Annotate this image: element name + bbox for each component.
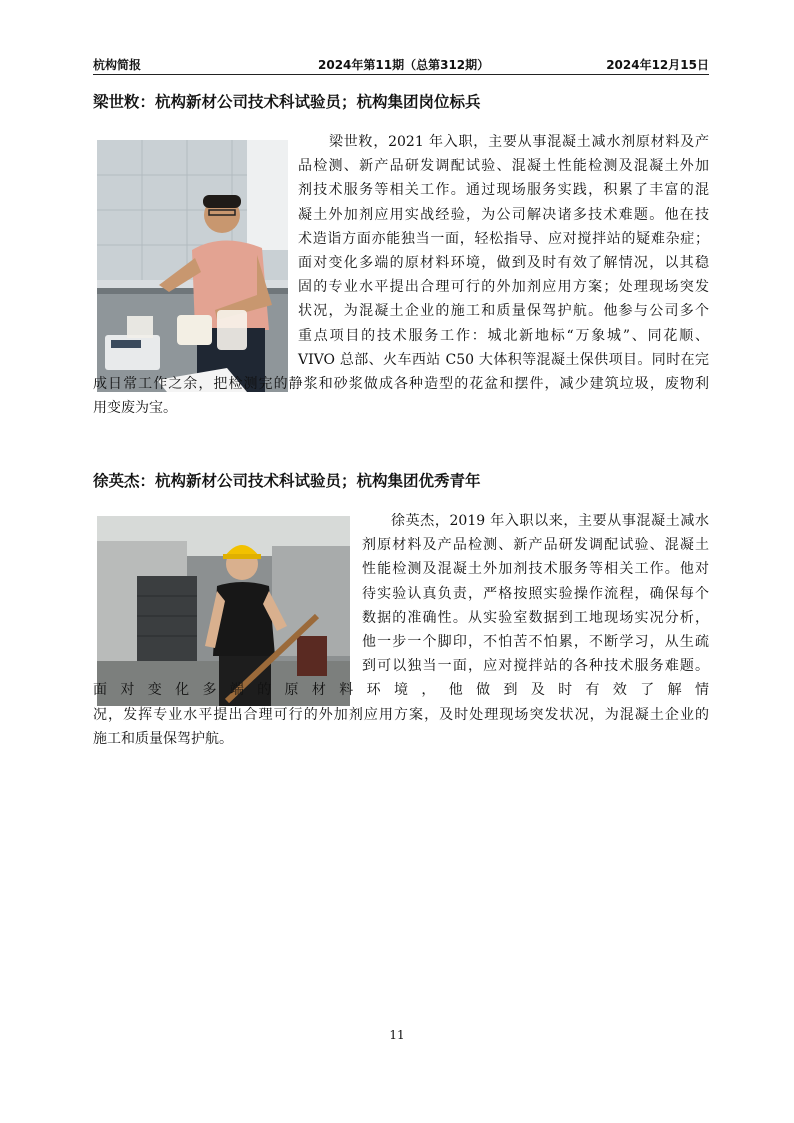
profile-2-line: 他一步一个脚印，不怕苦不怕累，不断学习，从生疏 xyxy=(362,633,709,650)
profile-2-line: 况，发挥专业水平提出合理可行的外加剂应用方案，及时处理现场突发状况，为混凝土企业的 xyxy=(93,706,709,723)
page-number: 11 xyxy=(389,1028,405,1042)
header-date: 2024年12月15日 xyxy=(606,58,709,72)
profile-title-1: 梁世敉：杭构新材公司技术科试验员；杭构集团岗位标兵 xyxy=(93,93,481,111)
profile-1-line: 面对变化多端的原材料环境，做到及时有效了解情况，以其稳 xyxy=(298,254,709,271)
profile-2-line: 数据的准确性。从实验室数据到工地现场实况分析， xyxy=(362,609,709,626)
profile-1-line: VIVO 总部、火车西站 C50 大体积等混凝土保供项目。同时在完 xyxy=(298,351,709,368)
profile-2-line: 到可以独当一面，应对搅拌站的各种技术服务难题。 xyxy=(362,658,709,675)
profile-1-line: 成日常工作之余，把检测完的静浆和砂浆做成各种造型的花盆和摆件，减少建筑垃圾，废物利 xyxy=(93,375,709,392)
profile-2-line: 施工和质量保驾护航。 xyxy=(93,730,233,747)
profile-text-2 xyxy=(93,509,709,751)
profile-1-line: 固的专业水平提出合理可行的外加剂应用方案；处理现场突发 xyxy=(298,279,709,296)
profile-2-line: 剂原材料及产品检测、新产品研发调配试验、混凝土 xyxy=(362,537,709,554)
profile-1-line: 品检测、新产品研发调配试验、混凝土性能检测及混凝土外加 xyxy=(298,158,709,175)
profile-1-line: 梁世敉，2021 年入职，主要从事混凝土减水剂原材料及产 xyxy=(329,134,709,150)
profile-2-line: 徐英杰，2019 年入职以来，主要从事混凝土减水 xyxy=(391,513,709,529)
profile-1-line: 状况，为混凝土企业的施工和质量保驾护航。他参与公司多个 xyxy=(298,303,709,320)
profile-1-line: 剂技术服务等相关工作。通过现场服务实践，积累了丰富的混 xyxy=(298,182,709,199)
header-publication: 杭构简报 xyxy=(93,58,142,72)
profile-1-line: 术造诣方面亦能独当一面，轻松指导、应对搅拌站的疑难杂症； xyxy=(298,230,709,247)
profile-text-1 xyxy=(93,130,709,420)
profile-2-line: 性能检测及混凝土外加剂技术服务等相关工作。他对 xyxy=(362,561,709,578)
profile-2-line: 待实验认真负责，严格按照实验操作流程，确保每个 xyxy=(362,585,709,602)
page-header xyxy=(93,52,709,75)
header-issue: 2024年第11期（总第312期） xyxy=(318,58,490,72)
profile-1-line: 重点项目的技术服务工作：城北新地标“万象城”、同花顺、 xyxy=(298,327,709,344)
profile-1-line: 用变废为宝。 xyxy=(93,400,177,417)
profile-title-2: 徐英杰：杭构新材公司技术科试验员；杭构集团优秀青年 xyxy=(93,472,481,490)
profile-2-line: 面对变化多端的原材料环境，他做到及时有效了解情 xyxy=(93,682,709,699)
profile-1-line: 凝土外加剂应用实战经验，为公司解决诸多技术难题。他在技 xyxy=(298,206,709,223)
